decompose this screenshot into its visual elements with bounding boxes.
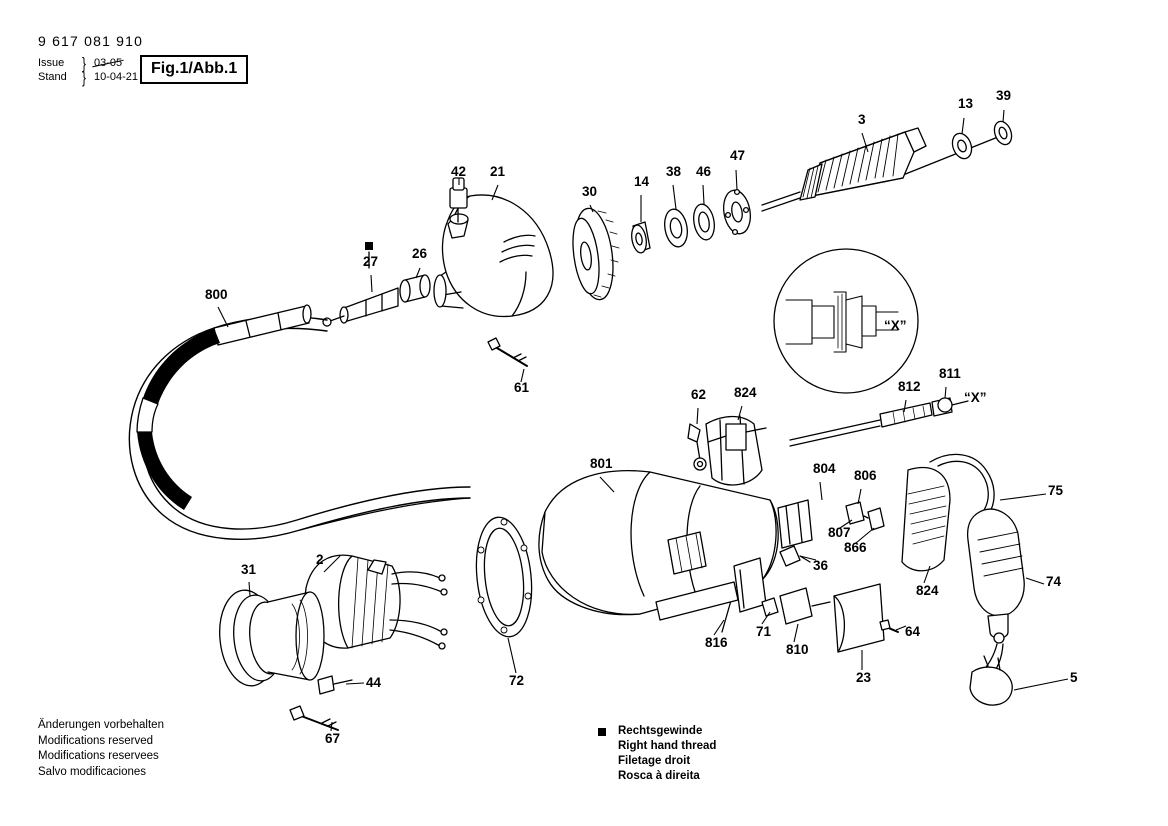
- callout-801: 801: [590, 456, 613, 471]
- issue-value: 03-05: [94, 57, 123, 69]
- brace-bottom-icon: }: [82, 67, 86, 87]
- callout-72: 72: [509, 673, 525, 688]
- thread-legend-pt: Rosca à direita: [618, 770, 700, 782]
- callout-824-right: 824: [916, 583, 939, 598]
- callout-61: 61: [514, 380, 530, 395]
- brace-top-icon: }: [82, 53, 86, 73]
- callout-5: 5: [1070, 670, 1078, 685]
- callout-39: 39: [996, 88, 1012, 103]
- detail-marker-x-circle: “X”: [884, 318, 907, 333]
- callout-47: 47: [730, 148, 746, 163]
- callout-807: 807: [828, 525, 851, 540]
- stand-value: 10-04-21: [94, 71, 139, 83]
- callout-38: 38: [666, 164, 682, 179]
- legal-note-es: Salvo modificaciones: [38, 765, 147, 778]
- thread-legend: [598, 724, 716, 784]
- thread-legend-en: Right hand thread: [618, 740, 717, 752]
- callout-23: 23: [856, 670, 872, 685]
- callout-71: 71: [756, 624, 772, 639]
- legal-note-block: [38, 718, 164, 780]
- callout-30: 30: [582, 184, 598, 199]
- callout-800: 800: [205, 287, 228, 302]
- legal-note-fr: Modifications reservees: [38, 750, 159, 762]
- callout-46: 46: [696, 164, 712, 179]
- document-number: 9 617 081 910: [38, 33, 144, 49]
- stand-label: Stand: [38, 71, 67, 83]
- callout-811: 811: [939, 366, 961, 381]
- callout-824-left: 824: [734, 385, 757, 400]
- callout-3: 3: [858, 112, 866, 127]
- callout-806: 806: [854, 468, 877, 483]
- callout-21: 21: [490, 164, 506, 179]
- callout-26: 26: [412, 246, 428, 261]
- callout-64: 64: [905, 624, 921, 639]
- callout-2: 2: [316, 552, 324, 567]
- callout-62: 62: [691, 387, 707, 402]
- callout-14: 14: [634, 174, 650, 189]
- callout-42: 42: [451, 164, 467, 179]
- figure-label-badge: Fig.1/Abb.1: [140, 55, 248, 84]
- legal-note-en: Modifications reserved: [38, 734, 154, 747]
- issue-label: Issue: [38, 57, 65, 69]
- right-hand-thread-square-icon: [598, 728, 606, 736]
- callout-31: 31: [241, 562, 257, 577]
- callout-75: 75: [1048, 483, 1064, 498]
- callout-36: 36: [813, 558, 829, 573]
- callout-804: 804: [813, 461, 836, 476]
- callout-74: 74: [1046, 574, 1062, 589]
- callout-44: 44: [366, 675, 382, 690]
- callout-866: 866: [844, 540, 867, 555]
- callout-67: 67: [325, 731, 341, 746]
- legal-note-de: Änderungen vorbehalten: [38, 719, 164, 731]
- thread-legend-fr: Filetage droit: [618, 755, 691, 767]
- thread-legend-de: Rechtsgewinde: [618, 725, 703, 737]
- callout-812: 812: [898, 379, 921, 394]
- callout-27: 27: [363, 254, 379, 269]
- callout-810: 810: [786, 642, 809, 657]
- detail-marker-x-shaft: “X”: [964, 390, 987, 405]
- callout-13: 13: [958, 96, 974, 111]
- callout-816: 816: [705, 635, 728, 650]
